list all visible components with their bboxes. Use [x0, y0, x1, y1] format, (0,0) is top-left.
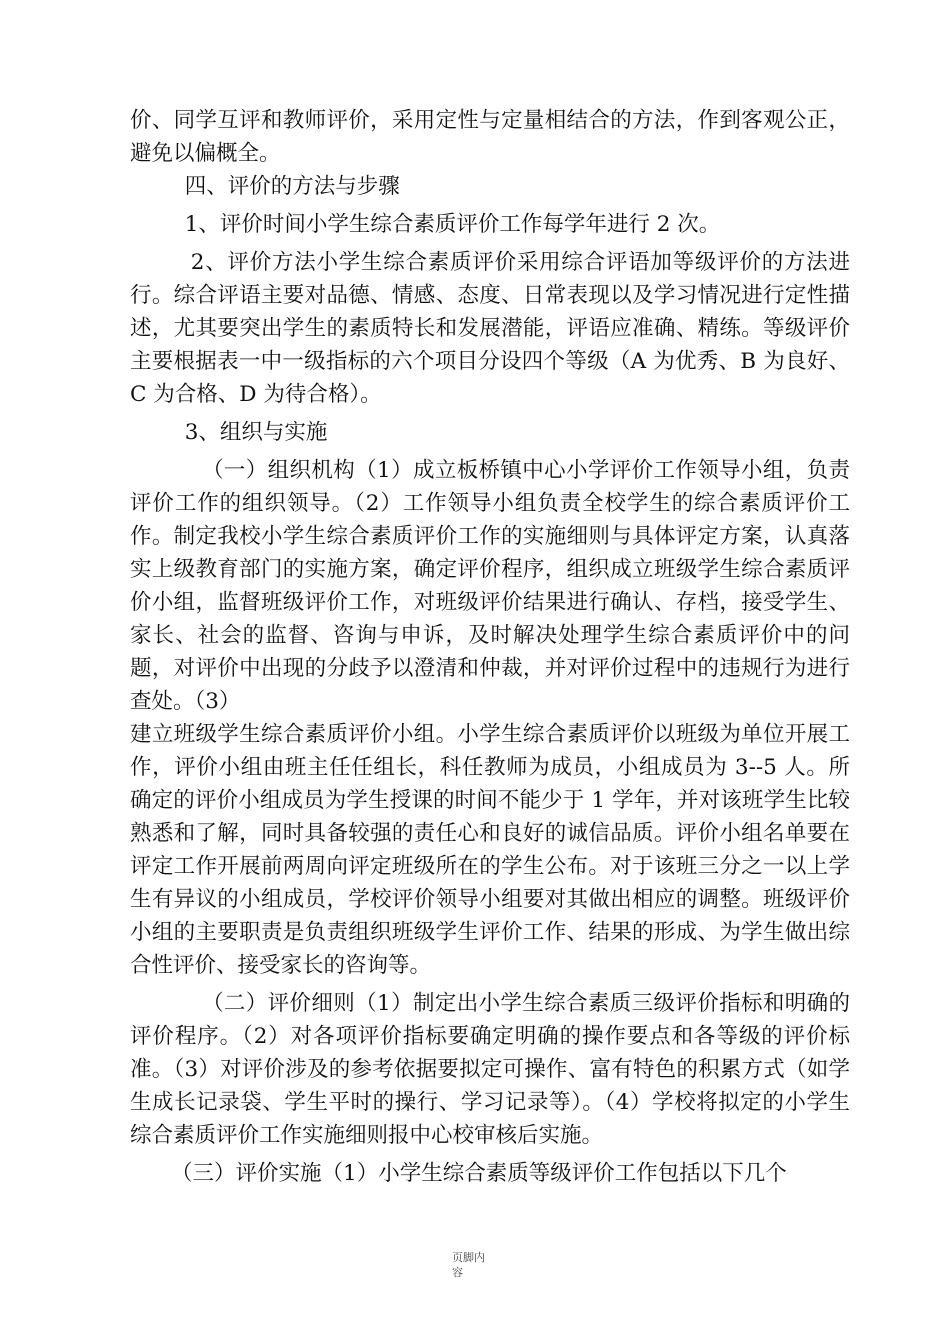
- footer-line-2: 容: [452, 1266, 463, 1279]
- paragraph-organization-structure: （一）组织机构（1）成立板桥镇中心小学评价工作领导小组，负责评价工作的组织领导。（2）工作领导小组负责全校学生的综合素质评价工作。制定我校小学生综合素质评价工作的实施细则与具体评定方案，认真落实上级教育部门的实施方案，确定评价程序，组织成立班级学生综合素质评价小组，监督班级评价工作，对班级评价结果进行确认、存档，接受学生、家长、社会的监督、咨询与申诉，及时解决处理学生综合素质评价中的问题，对评价中出现的分歧予以澄清和仲裁，并对评价过程中的违规行为进行查处。（3）: [130, 458, 851, 714]
- paragraph-evaluation-time: 1、评价时间小学生综合素质评价工作每学年进行 2 次。: [130, 212, 721, 237]
- footer-line-1: 页脚内: [452, 1251, 485, 1264]
- section-heading-methods: 四、评价的方法与步骤: [130, 174, 400, 199]
- document-body: [130, 104, 850, 1190]
- page-footer: [452, 1250, 512, 1280]
- paragraph-evaluation-method: 2、评价方法小学生综合素质评价采用综合评语加等级评价的方法进行。综合评语主要对品德、情感、态度、日常表现以及学习情况进行定性描述，尤其要突出学生的素质特长和发展潜能，评语应准确、精练。等级评价主要根据表一中一级指标的六个项目分设四个等级（A 为优秀、B 为良好、C 为合格、D 为待合格）。: [130, 250, 850, 407]
- paragraph-class-group: 建立班级学生综合素质评价小组。小学生综合素质评价以班级为单位开展工作，评价小组由班主任任组长，科任教师为成员，小组成员为 3--5 人。所确定的评价小组成员为学生授课的时间不能少于 1 学年，并对该班学生比较熟悉和了解，同时具备较强的责任心和良好的诚信品质。评价小组名单要在评定工作开展前两周向评定班级所在的学生公布。对于该班三分之一以上学生有异议的小组成员，学校评价领导小组要对其做出相应的调整。班级评价小组的主要职责是负责组织班级学生评价工作、结果的形成、为学生做出综合性评价、接受家长的咨询等。: [130, 722, 850, 978]
- paragraph-intro: 价、同学互评和教师评价，采用定性与定量相结合的方法，作到客观公正，避免以偏概全。: [130, 108, 850, 166]
- paragraph-evaluation-rules: （二）评价细则（1）制定出小学生综合素质三级评价指标和明确的评价程序。（2）对各项评价指标要确定明确的操作要点和各等级的评价标准。（3）对评价涉及的参考依据要拟定可操作、富有特色的积累方式（如学生成长记录袋、学生平时的操行、学习记录等）。（4）学校将拟定的小学生综合素质评价工作实施细则报中心校审核后实施。: [130, 991, 851, 1148]
- paragraph-organization-heading: 3、组织与实施: [130, 420, 328, 445]
- paragraph-evaluation-implementation: （三）评价实施（1）小学生综合素质等级评价工作包括以下几个: [130, 1161, 787, 1186]
